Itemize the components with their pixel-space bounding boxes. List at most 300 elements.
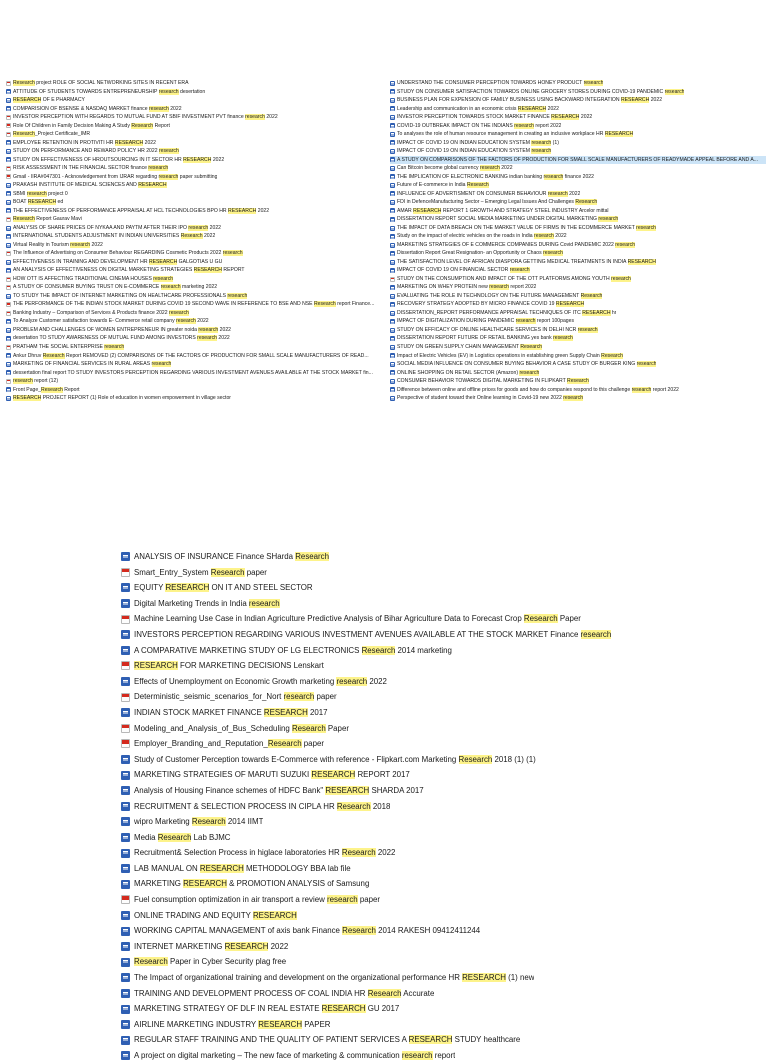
file-row[interactable] — [6, 105, 384, 114]
file-row[interactable] — [6, 360, 384, 369]
file-row[interactable] — [390, 394, 766, 403]
file-list-left — [6, 79, 384, 403]
file-name — [134, 689, 337, 705]
pdf-file-icon — [6, 379, 11, 384]
file-name-text: EFFECTIVENESS IN TRAINING AND DEVELOPMENT HR — [13, 258, 149, 265]
word-doc-icon — [121, 630, 130, 639]
file-row[interactable] — [6, 164, 384, 173]
file-name-text: AMAR — [397, 207, 414, 214]
file-name-text: Leadership and communication in an economic crisis — [397, 105, 518, 112]
file-row[interactable] — [121, 565, 761, 581]
file-row[interactable] — [390, 122, 766, 131]
search-match-highlight: research — [70, 241, 91, 248]
file-name — [397, 300, 584, 309]
file-name — [13, 326, 231, 335]
file-name — [134, 643, 452, 659]
file-name — [397, 164, 513, 173]
file-name-text: CONSUMER BEHAVIOR TOWARDS DIGITAL MARKETING IN FLIPKART — [397, 378, 568, 385]
file-name — [134, 611, 581, 627]
file-name-text: Future of E-commerce in India — [397, 182, 467, 189]
search-match-highlight: research — [401, 1051, 433, 1060]
file-row[interactable] — [121, 939, 761, 955]
file-row[interactable] — [6, 300, 384, 309]
file-name-text: 2022 — [256, 207, 270, 214]
word-doc-icon — [390, 226, 395, 231]
file-row[interactable] — [6, 394, 384, 403]
file-row[interactable] — [121, 752, 761, 768]
file-name-text: STUDY ON EFFECTIVENESS OF HROUTSOURCING IN IT SECTOR HR — [13, 156, 184, 163]
search-match-highlight: research — [326, 895, 358, 905]
file-row[interactable] — [121, 876, 761, 892]
file-name — [13, 249, 243, 258]
file-row[interactable] — [390, 292, 766, 301]
file-row[interactable] — [6, 215, 384, 224]
file-name-text: IMPACT OF DIGITALIZATION DURING PANDEMIC — [397, 318, 516, 325]
file-name-text: THE IMPACT OF DATA BREACH ON THE MARKET VALUE OF FIRMS IN THE ECOMMERCE MARKET — [397, 224, 637, 231]
file-name-text: 2022 — [218, 326, 231, 333]
word-doc-icon — [390, 106, 395, 111]
word-doc-icon — [121, 1051, 130, 1060]
search-match-highlight: RESEARCH — [13, 97, 42, 104]
search-match-highlight: RESEARCH — [114, 139, 144, 146]
word-doc-icon — [390, 379, 395, 384]
file-name-text: RECOVERY STRATEGY ADOPTED BY MICRO FINANCE COVID 19 — [397, 301, 556, 308]
file-name-text: Role Of Children in Family Decision Making A Study — [13, 122, 132, 129]
file-name-text: Study of Customer Perception towards E-Commerce with reference - Flipkart.com Marketing — [134, 754, 459, 764]
search-match-highlight: Research — [180, 233, 203, 240]
word-doc-icon — [121, 677, 130, 686]
file-name-text: Report REMOVED (2) COMPARISONS OF THE FACTORS OF PRODUCTION FOR SMALL SCALE MANUFACTURERS OF READ... — [64, 352, 369, 359]
file-row[interactable] — [6, 181, 384, 190]
file-row[interactable] — [6, 232, 384, 241]
search-match-highlight: RESEARCH — [413, 207, 442, 214]
file-name-text: THE EFFECTIVENESS OF PERFORMANCE APPRAISAL AT HCL TECHNOLOGIES BPO HR — [13, 207, 229, 214]
file-row[interactable] — [390, 326, 766, 335]
file-name-text: ONLINE TRADING AND EQUITY — [134, 910, 253, 920]
file-name-text: (1) — [551, 139, 559, 146]
word-doc-icon — [390, 319, 395, 324]
file-name-text: INTERNATIONAL STUDENTS ADJUSTMENT IN INDIAN UNIVERSITIES — [13, 233, 181, 240]
file-row[interactable] — [6, 266, 384, 275]
file-row[interactable] — [121, 892, 761, 908]
file-name — [397, 181, 489, 190]
file-name — [134, 954, 286, 970]
file-name-text: TO STUDY THE IMPACT OF INTERNET MARKETING ON HEALTHCARE PROFESSIONALS — [13, 292, 228, 299]
pdf-file-icon — [6, 166, 11, 171]
word-doc-icon — [390, 353, 395, 358]
file-name-text: STUDY ON CONSUMER SATISFACTION TOWARDS ONLINE GROCERY STORES DURING COVID-19 PANDEMIC — [397, 88, 665, 95]
file-row[interactable] — [6, 173, 384, 182]
file-row[interactable] — [6, 326, 384, 335]
file-name-text: Modeling_and_Analysis_of_Bus_Scheduling — [134, 723, 292, 733]
file-row[interactable] — [390, 232, 766, 241]
search-match-highlight: research — [479, 165, 500, 172]
word-doc-icon — [6, 183, 11, 188]
file-name-text: PAPER — [302, 1019, 331, 1029]
file-name — [13, 377, 58, 386]
file-name-text: INVESTOR PERCEPTION WITH REGARDS TO MUTUAL FUND AT SBIF INVESTMENT PVT finance — [13, 114, 246, 121]
file-name-text: PROBLEM AND CHALLENGES OF WOMEN ENTREPRENEUR IN greater noida — [13, 326, 199, 333]
file-name — [134, 627, 611, 643]
file-row[interactable] — [390, 224, 766, 233]
file-row[interactable] — [121, 1048, 761, 1064]
word-doc-icon — [6, 191, 11, 196]
file-row[interactable] — [390, 249, 766, 258]
file-row[interactable] — [121, 736, 761, 752]
file-row[interactable] — [6, 352, 384, 361]
file-name — [13, 190, 68, 199]
file-row[interactable] — [121, 674, 761, 690]
file-row[interactable] — [390, 360, 766, 369]
search-match-highlight: Research — [367, 988, 402, 998]
file-name-text: SHARDA 2017 — [369, 785, 424, 795]
file-row[interactable] — [6, 190, 384, 199]
file-row[interactable] — [121, 658, 761, 674]
file-row[interactable] — [121, 721, 761, 737]
file-name-text: ONLINE SHOPPING ON RETAIL SECTOR (Amazon) — [397, 369, 520, 376]
file-row[interactable] — [390, 181, 766, 190]
file-row[interactable] — [6, 283, 384, 292]
file-row[interactable] — [390, 386, 766, 395]
file-row[interactable] — [390, 369, 766, 378]
search-match-highlight: research — [543, 173, 564, 180]
file-name-text: ATTITUDE OF STUDENTS TOWARDS ENTREPRENEURSHIP — [13, 88, 159, 95]
file-name-text: Can Bitcoin become global currency — [397, 165, 480, 172]
file-name — [397, 232, 567, 241]
file-name-text: 2014 marketing — [395, 645, 452, 655]
search-match-highlight: research — [198, 326, 219, 333]
word-doc-icon — [6, 396, 11, 401]
file-row[interactable] — [390, 139, 766, 148]
file-row[interactable] — [390, 96, 766, 105]
file-row[interactable] — [6, 147, 384, 156]
file-name — [134, 565, 267, 581]
file-name — [134, 908, 297, 924]
file-name-text: report 2022 — [651, 386, 679, 393]
file-row[interactable] — [121, 1032, 761, 1048]
file-name — [13, 164, 168, 173]
file-name — [397, 352, 623, 361]
search-match-highlight: Research — [210, 567, 245, 577]
file-name-text: DISSERTATION REPORT SOCIAL MEDIA MARKETING UNDER DIGITAL MARKETING — [397, 216, 599, 223]
search-match-highlight: Research — [601, 352, 623, 359]
file-name-text: INFLUENCE OF ADVERTISMENT ON CONSUMER BEHAVIOUR — [397, 190, 548, 197]
file-name — [13, 173, 217, 182]
file-row[interactable] — [121, 861, 761, 877]
file-row[interactable] — [6, 130, 384, 139]
file-row[interactable] — [121, 783, 761, 799]
file-name-text: RECRUITMENT & SELECTION PROCESS IN CIPLA HR — [134, 801, 337, 811]
file-row[interactable] — [390, 198, 766, 207]
file-name — [13, 317, 209, 326]
word-doc-icon — [6, 98, 11, 103]
search-match-highlight: Research — [342, 926, 376, 936]
file-row[interactable] — [390, 105, 766, 114]
file-row[interactable] — [6, 96, 384, 105]
file-name — [13, 258, 222, 267]
file-row[interactable] — [390, 113, 766, 122]
file-row[interactable] — [390, 352, 766, 361]
search-match-highlight: research — [160, 284, 181, 291]
file-name — [397, 377, 589, 386]
file-name-text: INDIAN STOCK MARKET FINANCE — [134, 707, 264, 717]
file-name-text: 2022 — [367, 676, 387, 686]
file-row[interactable] — [6, 79, 384, 88]
file-row[interactable] — [121, 689, 761, 705]
search-match-highlight: research — [543, 250, 563, 257]
file-name — [397, 215, 618, 224]
file-row[interactable] — [6, 198, 384, 207]
file-row[interactable] — [121, 643, 761, 659]
search-match-highlight: research — [631, 386, 652, 393]
file-name-text: Lab BJMC — [191, 832, 231, 842]
word-doc-icon — [390, 140, 395, 145]
search-match-highlight: Research — [134, 957, 168, 967]
file-row[interactable] — [121, 970, 761, 986]
file-name-text: 2022 — [268, 941, 289, 951]
search-match-highlight: research — [245, 114, 265, 121]
file-row[interactable] — [121, 1001, 761, 1017]
file-name-text: A STUDY OF CONSUMER BUYING TRUST ON E-COMMERCE — [13, 284, 161, 291]
file-row[interactable] — [390, 215, 766, 224]
file-name-text: 2022 — [90, 241, 103, 248]
file-row[interactable] — [121, 1017, 761, 1033]
file-row[interactable] — [390, 156, 766, 165]
file-row[interactable] — [121, 954, 761, 970]
file-name-text: 2018 (1) (1) — [492, 754, 536, 764]
word-doc-icon — [390, 183, 395, 188]
file-row[interactable] — [6, 275, 384, 284]
pdf-file-icon — [6, 115, 11, 120]
search-match-highlight: Research — [291, 723, 326, 733]
file-name — [13, 215, 82, 224]
file-row[interactable] — [390, 266, 766, 275]
file-row[interactable] — [6, 377, 384, 386]
file-row[interactable] — [390, 173, 766, 182]
word-doc-icon — [121, 646, 130, 655]
file-name — [134, 814, 263, 830]
file-name-text: desertation — [178, 88, 206, 95]
word-doc-icon — [121, 708, 130, 717]
word-doc-icon — [6, 294, 11, 299]
file-row[interactable] — [121, 705, 761, 721]
word-doc-icon — [6, 157, 11, 162]
file-name-text: MARKETING STRATEGIES OF MARUTI SUZUKI — [134, 770, 312, 780]
search-match-highlight: research — [583, 80, 604, 86]
file-name-text: 2022 — [217, 335, 230, 342]
file-name-text: Recruitment& Selection Process in higlace laboratories HR — [134, 848, 342, 858]
file-name — [397, 122, 561, 131]
file-name-text: WORKING CAPITAL MANAGEMENT of axis bank Finance — [134, 926, 343, 936]
file-name-text: 2022 — [143, 139, 156, 146]
file-row[interactable] — [6, 343, 384, 352]
file-row[interactable] — [390, 300, 766, 309]
file-row[interactable] — [6, 224, 384, 233]
file-name — [397, 96, 662, 105]
file-row[interactable] — [121, 986, 761, 1002]
search-match-highlight: research — [336, 676, 368, 686]
file-name — [134, 986, 434, 1002]
file-name — [397, 317, 574, 326]
file-name — [13, 283, 217, 292]
file-name — [134, 658, 324, 674]
file-name-text: GU 2017 — [365, 1004, 400, 1014]
file-row[interactable] — [6, 88, 384, 97]
file-name-text: COVID-19 OUTBREAK IMPACT ON THE INDIANS — [397, 122, 515, 129]
file-name — [13, 147, 179, 156]
file-row[interactable] — [390, 164, 766, 173]
search-match-highlight: research — [489, 284, 510, 291]
file-name — [134, 1032, 520, 1048]
file-name — [134, 876, 369, 892]
word-doc-icon — [390, 251, 395, 256]
file-name-text: paper — [314, 692, 337, 702]
file-name — [13, 130, 90, 139]
search-match-highlight: Research — [313, 301, 336, 308]
word-doc-icon — [121, 771, 130, 780]
file-row[interactable] — [121, 611, 761, 627]
file-name-text: Virtual Reality in Tourism — [13, 241, 71, 248]
file-row[interactable] — [390, 317, 766, 326]
file-row[interactable] — [390, 207, 766, 216]
file-row[interactable] — [6, 317, 384, 326]
file-name-text: BOAT — [13, 199, 28, 206]
file-row[interactable] — [121, 908, 761, 924]
word-doc-icon — [6, 243, 11, 248]
file-row[interactable] — [390, 79, 766, 88]
file-row[interactable] — [121, 767, 761, 783]
file-row[interactable] — [390, 258, 766, 267]
file-name-text: Media — [134, 832, 158, 842]
word-doc-icon — [6, 226, 11, 231]
file-row[interactable] — [390, 283, 766, 292]
file-row[interactable] — [6, 113, 384, 122]
word-doc-icon — [121, 833, 130, 842]
file-name-text: THE IMPLICATION OF ELECTRONIC BANKING indian banking — [397, 173, 544, 180]
file-name — [13, 113, 278, 122]
file-name-text: paper — [357, 895, 381, 905]
search-match-highlight: research — [151, 361, 172, 368]
file-name — [13, 122, 170, 131]
file-row[interactable] — [390, 377, 766, 386]
word-doc-icon — [6, 149, 11, 154]
search-match-highlight: research — [158, 148, 179, 155]
file-row[interactable] — [6, 249, 384, 258]
pdf-file-icon — [121, 568, 130, 577]
file-row[interactable] — [390, 343, 766, 352]
file-name-text: Front Page_ — [13, 386, 42, 393]
word-doc-icon — [390, 311, 395, 316]
search-match-highlight: RESEARCH — [582, 309, 611, 316]
file-name — [397, 79, 603, 88]
word-doc-icon — [390, 98, 395, 103]
file-row[interactable] — [6, 309, 384, 318]
search-match-highlight: research — [514, 122, 535, 129]
search-match-highlight: Research — [13, 80, 35, 86]
file-name — [134, 799, 390, 815]
search-match-highlight: research — [176, 318, 196, 325]
file-row[interactable] — [6, 369, 384, 378]
file-row[interactable] — [121, 627, 761, 643]
file-name — [397, 173, 594, 182]
file-name-text: Ankur Dhruv — [13, 352, 43, 359]
file-row[interactable] — [121, 799, 761, 815]
file-name — [397, 334, 573, 343]
search-match-highlight: research — [615, 241, 636, 248]
file-name-text: Report Gaurav Mavi — [34, 216, 82, 223]
file-row[interactable] — [6, 386, 384, 395]
file-row[interactable] — [6, 122, 384, 131]
pdf-file-icon — [121, 724, 130, 733]
file-name — [397, 309, 616, 318]
file-row[interactable] — [121, 580, 761, 596]
search-match-highlight: RESEARCH — [620, 97, 650, 104]
search-match-highlight: research — [515, 318, 536, 325]
file-name-text: STUDY ON THE CONSUMPTION AND IMPACT OF THE OTT PLATFORMS AMONG YOUTH — [397, 275, 612, 282]
file-name — [397, 343, 542, 352]
file-name-text: The Impact of organizational training and development on the organizational performance HR — [134, 973, 463, 983]
search-match-highlight: Research — [466, 182, 489, 189]
file-row[interactable] — [390, 190, 766, 199]
file-row[interactable] — [390, 130, 766, 139]
search-match-highlight: RESEARCH — [321, 1004, 366, 1014]
file-name — [134, 1001, 399, 1017]
file-row[interactable] — [390, 275, 766, 284]
file-row[interactable] — [390, 309, 766, 318]
file-row[interactable] — [390, 334, 766, 343]
file-row[interactable] — [6, 139, 384, 148]
search-match-highlight: RESEARCH — [627, 258, 656, 265]
search-match-highlight: research — [283, 692, 315, 702]
file-row[interactable] — [121, 596, 761, 612]
file-name — [13, 394, 231, 403]
file-name — [13, 309, 189, 318]
file-row[interactable] — [390, 241, 766, 250]
file-name-text: STUDY ON EFFICACY OF ONLINE HEALTHCARE SERVICES IN DELHI NCR — [397, 326, 578, 333]
search-match-highlight: Research — [580, 292, 603, 299]
file-name-text: A project on digital marketing – The new face of marketing & communication — [134, 1051, 402, 1060]
file-name — [397, 275, 631, 284]
file-row[interactable] — [390, 147, 766, 156]
word-doc-icon — [390, 132, 395, 137]
search-match-highlight: research — [563, 395, 584, 402]
file-name — [397, 156, 758, 165]
search-match-highlight: RESEARCH — [27, 199, 57, 206]
file-row[interactable] — [6, 241, 384, 250]
search-match-highlight: research — [158, 88, 179, 95]
file-row[interactable] — [6, 334, 384, 343]
file-row[interactable] — [6, 156, 384, 165]
file-row[interactable] — [121, 814, 761, 830]
file-row[interactable] — [6, 207, 384, 216]
file-row[interactable] — [121, 549, 761, 565]
file-name-text: 2022 — [553, 233, 567, 240]
file-name-text: To Analyze Customer satisfaction towards E- Commerce retail company — [13, 318, 177, 325]
file-name — [13, 334, 230, 343]
search-match-highlight: research — [148, 165, 169, 172]
file-row[interactable] — [6, 292, 384, 301]
file-row[interactable] — [121, 923, 761, 939]
file-row[interactable] — [390, 88, 766, 97]
file-name-text: UNDERSTAND THE CONSUMER PERCEPTION TOWARDS HONEY PRODUCT — [397, 80, 584, 86]
file-name-text: Report — [153, 122, 170, 129]
word-doc-icon — [390, 302, 395, 307]
file-row[interactable] — [6, 258, 384, 267]
file-row[interactable] — [121, 845, 761, 861]
file-row[interactable] — [121, 830, 761, 846]
file-name — [397, 224, 656, 233]
word-doc-icon — [121, 989, 130, 998]
